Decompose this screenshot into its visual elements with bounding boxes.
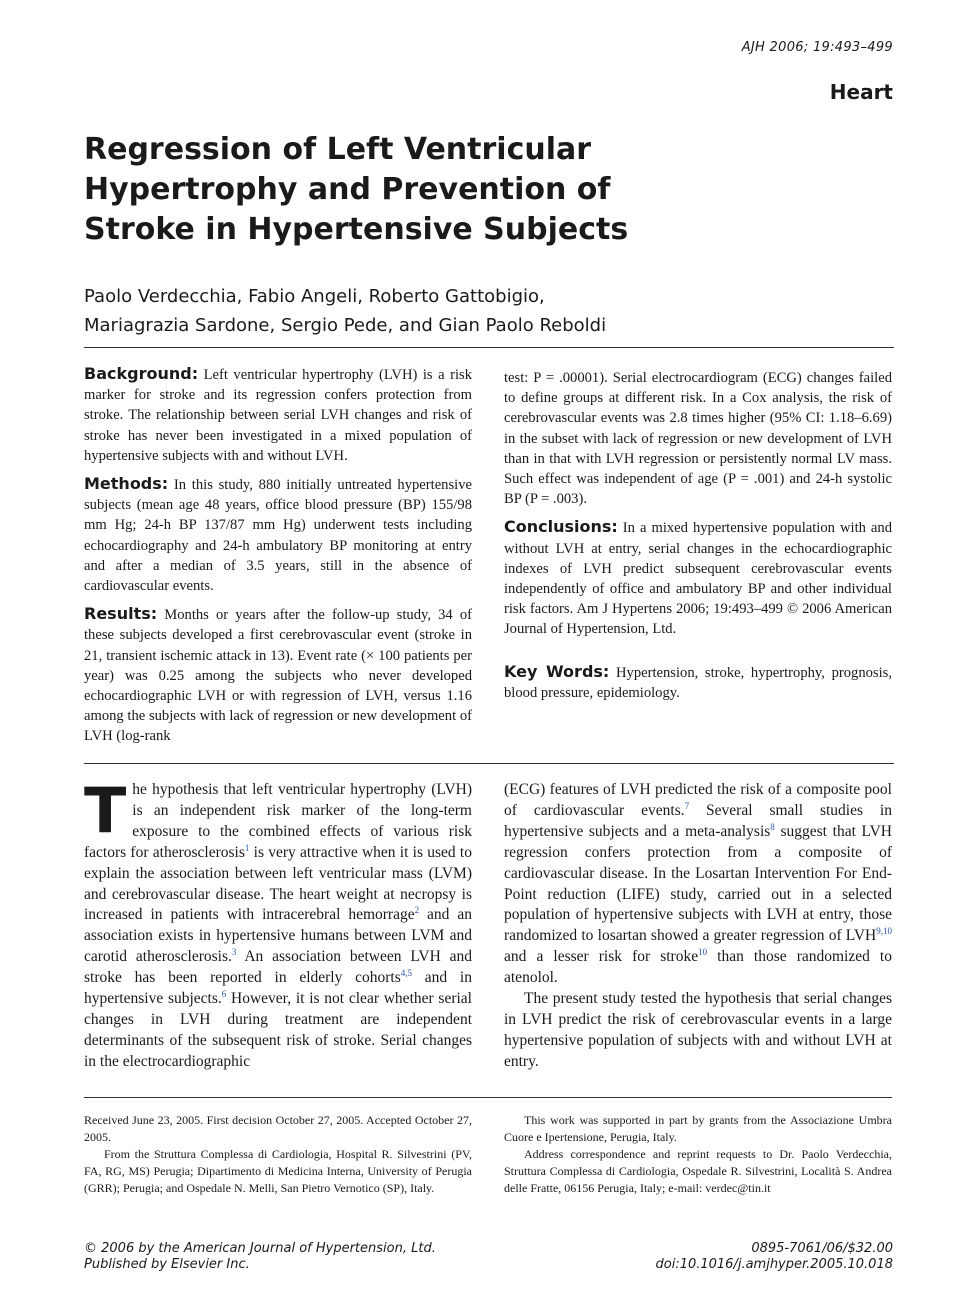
abstract-heading: Conclusions: <box>504 517 618 537</box>
author-line: Mariagrazia Sardone, Sergio Pede, and Gian Paolo Reboldi <box>84 315 607 336</box>
body-paragraph <box>84 774 472 1073</box>
body-text: (ECG) features of LVH predicted the risk of a composite pool of cardiovascular events. <box>504 781 892 819</box>
abstract-conclusions <box>504 517 892 639</box>
footnote-correspondence: Address correspondence and reprint requests to Dr. Paolo Verdecchia, Struttura Complessa di Cardiologia, Ospedale R. Silvestrini, Località S. Andrea delle Fratte, 06156 Perugia, Italy; e-mail: verdec@tin.it <box>504 1146 892 1195</box>
footnote-right-column <box>504 1112 892 1197</box>
doi-link[interactable]: doi:10.1016/j.amjhyper.2005.10.018 <box>655 1257 893 1272</box>
body-text: Several small studies in hypertensive subjects and a meta-analysis <box>504 801 892 840</box>
issn-code: 0895-7061/06/$32.00 <box>751 1241 893 1256</box>
body-right-column <box>504 780 892 1073</box>
abstract-text: Left ventricular hypertrophy (LVH) is a risk marker for stroke and its regression confers protection from stroke. The relationship between serial LVH changes and risk of stroke has never been investigated in a mixed population of hypertensive subjects with and without LVH. <box>84 367 472 464</box>
abstract-heading: Background: <box>84 364 199 383</box>
author-list <box>84 282 606 340</box>
reference-link[interactable]: 2 <box>414 905 420 916</box>
body-text: and an association exists in hypertensive humans between LVM and carotid atherosclerosis. <box>84 906 472 966</box>
abstract-results <box>84 604 472 746</box>
body-text: However, it is not clear whether serial changes in LVH during treatment are independent determinants of the subsequent risk of stroke. Serial changes in the electrocardiographic <box>84 990 472 1070</box>
title-line: Stroke in Hypertensive Subjects <box>84 212 629 247</box>
body-text: suggest that LVH regression confers protection from a composite of cardiovascular disease. In the Losartan Intervention For End-Point reduction (LIFE) study, carried out in a selected population of hypertensive subjects with LVH at entry, those randomized to losartan showed a greater regression of LVH <box>504 822 892 945</box>
journal-reference: AJH 2006; 19:493–499 <box>741 40 893 55</box>
reference-link[interactable]: 4,5 <box>400 968 413 979</box>
abstract-text: Months or years after the follow-up study, 34 of these subjects developed a first cerebrovascular event (stroke in 21, transient ischemic attack in 13). Event rate (× 100 patients per year) was 0.25 among the subjects who never developed echocardiographic LVH or with regression of LVH, versus 1.16 among the subjects with lack of regression or new development of LVH (log-rank <box>84 607 472 745</box>
title-line: Regression of Left Ventricular <box>84 132 592 167</box>
body-text: and in hypertensive subjects. <box>84 969 472 1008</box>
abstract-heading: Methods: <box>84 474 169 494</box>
abstract-background <box>84 364 472 466</box>
body-text: and a lesser risk for stroke <box>504 948 699 966</box>
body-left-column <box>84 774 472 1073</box>
reference-link[interactable]: 8 <box>770 821 775 832</box>
copyright-line: © 2006 by the American Journal of Hypertension, Ltd. <box>84 1241 436 1256</box>
footnote-support: This work was supported in part by grants from the Associazione Umbra Cuore e Ipertensione, Perugia, Italy. <box>504 1113 892 1144</box>
abstract-heading: Results: <box>84 604 158 624</box>
reference-link[interactable]: 9,10 <box>876 926 892 937</box>
section-label: Heart <box>829 80 893 104</box>
reference-link[interactable]: 3 <box>231 947 237 958</box>
article-title <box>84 130 704 250</box>
body-text: is very attractive when it is used to explain the association between left ventricular mass (LVM) and cerebrovascular disease. The heart weight at necropsy is increased in patients with intracerebral hemorrage <box>84 843 472 924</box>
divider <box>84 347 894 348</box>
reference-link[interactable]: 7 <box>684 800 690 811</box>
abstract-results-continued: test: P = .00001). Serial electrocardiogram (ECG) changes failed to define groups at different risk. In a Cox analysis, the risk of cerebrovascular events was 2.8 times higher (95% CI: 1.18–6.69) in the subset with lack of regression or new development of LVH than in that with LVH regression or persistently normal LV mass. Such effect was independent of age (P = .001) and 24-h systolic BP (P = .003). <box>504 370 892 508</box>
abstract-text: In a mixed hypertensive population with and without LVH at entry, serial changes in the echocardiographic indexes of LVH predict subsequent cerebrovascular events independently of office and ambulatory BP and other individual risk factors. Am J Hypertens 2006; 19:493–499 © 2006 American Journal of Hypertension, Ltd. <box>504 520 892 638</box>
divider <box>84 1097 892 1098</box>
abstract-text: Hypertension, stroke, hypertrophy, prognosis, blood pressure, epidemiology. <box>504 664 892 701</box>
divider <box>84 763 894 764</box>
article-codes <box>656 1241 894 1273</box>
abstract-heading: Key Words: <box>504 661 610 681</box>
publisher-line: Published by Elsevier Inc. <box>84 1257 250 1272</box>
reference-link[interactable]: 10 <box>698 947 708 958</box>
drop-cap: T <box>84 774 127 847</box>
abstract-right-column <box>504 368 892 711</box>
body-text: than those randomized to atenolol. <box>504 948 892 987</box>
body-text: An association between LVH and stroke has been reported in elderly cohorts <box>84 948 472 987</box>
body-paragraph: The present study tested the hypothesis that serial changes in LVH predict the risk of cerebrovascular events in a large hypertensive population of subjects with and without LVH at entry. <box>504 990 892 1070</box>
reference-link[interactable]: 1 <box>244 842 250 853</box>
author-line: Paolo Verdecchia, Fabio Angeli, Roberto Gattobigio, <box>84 286 545 307</box>
abstract-keywords <box>504 662 892 703</box>
footnote-received: Received June 23, 2005. First decision October 27, 2005. Accepted October 27, 2005. <box>84 1113 472 1144</box>
copyright-notice <box>84 1241 436 1273</box>
reference-link[interactable]: 6 <box>221 989 227 1000</box>
body-paragraph <box>504 780 892 989</box>
footnote-affiliation: From the Struttura Complessa di Cardiologia, Hospital R. Silvestrini (PV, FA, RG, MS) Perugia; Dipartimento di Medicina Interna, University of Perugia (GRR); Perugia; and Ospedale N. Melli, San Pietro Vernotico (SP), Italy. <box>84 1146 472 1195</box>
abstract-text: In this study, 880 initially untreated hypertensive subjects (mean age 48 years, office blood pressure (BP) 155/98 mm Hg; 24-h BP 137/87 mm Hg) underwent tests including echocardiography and 24-h ambulatory BP monitoring at entry and after a median of 3.5 years, still in the absence of cardiovascular events. <box>84 477 472 595</box>
title-line: Hypertrophy and Prevention of <box>84 172 611 207</box>
abstract-methods <box>84 474 472 596</box>
footnote-left-column <box>84 1112 472 1197</box>
abstract-left-column <box>84 364 472 755</box>
body-text: he hypothesis that left ventricular hypertrophy (LVH) is an independent risk marker of the long-term exposure to the combined effects of various risk factors for atherosclerosis <box>84 781 472 861</box>
